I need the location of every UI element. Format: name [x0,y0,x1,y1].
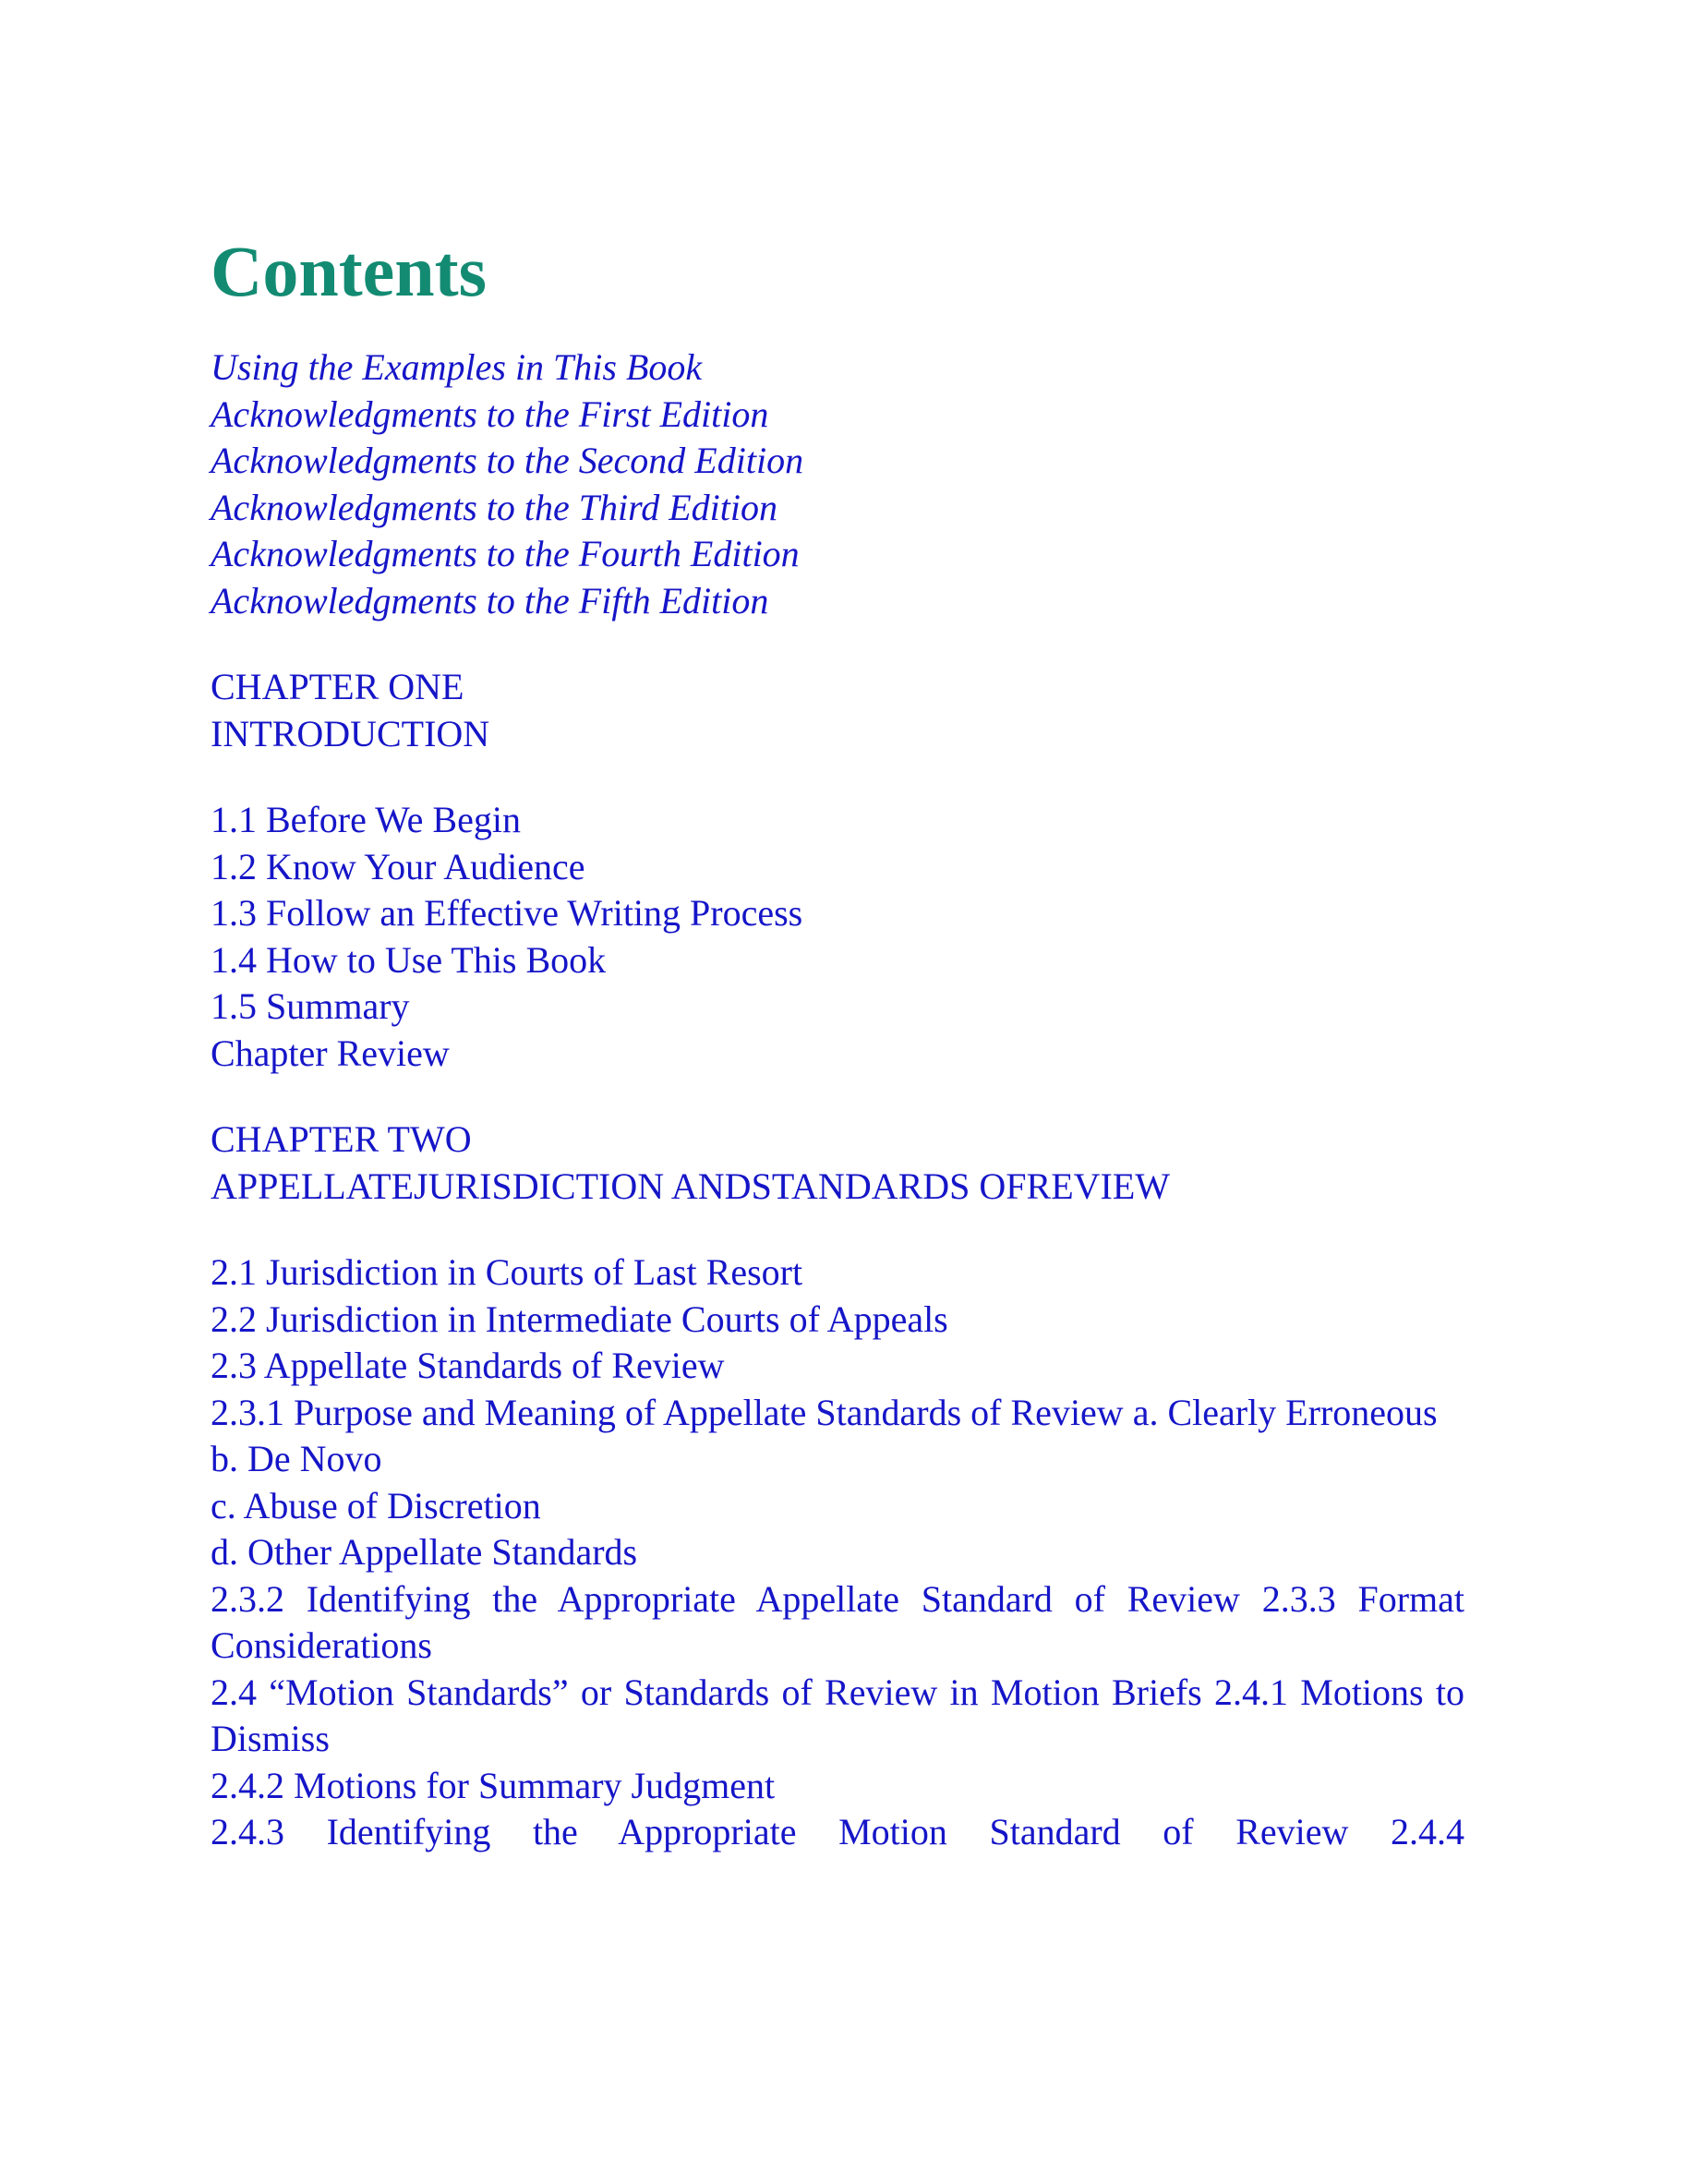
toc-link-ack-fourth[interactable]: Acknowledgments to the Fourth Edition [211,533,800,574]
toc-link-2-4[interactable]: 2.4 “Motion Standards” or Standards of Review in Motion Briefs 2.4.1 Motions to Dismiss [211,1671,1464,1759]
toc-link-1-2[interactable]: 1.2 Know Your Audience [211,845,585,887]
toc-link-2-4-3[interactable]: 2.4.3 Identifying the Appropriate Motion Standard of Review 2.4.4 [211,1811,1464,1852]
toc-link-2-4-2[interactable]: 2.4.2 Motions for Summary Judgment [211,1764,776,1806]
toc-link-ack-second[interactable]: Acknowledgments to the Second Edition [211,440,804,481]
toc-link-1-5[interactable]: 1.5 Summary [211,985,410,1027]
toc-link-ack-fifth[interactable]: Acknowledgments to the Fifth Edition [211,579,769,621]
toc-link-2-3-1-b[interactable]: b. De Novo [211,1438,382,1479]
front-matter-list [211,344,1464,624]
toc-link-1-1[interactable]: 1.1 Before We Begin [211,799,521,840]
chapter-one-heading [211,664,1464,757]
toc-link-2-1[interactable]: 2.1 Jurisdiction in Courts of Last Resort [211,1251,803,1293]
chapter-two-entries [211,1249,1464,1856]
toc-link-2-3-1-c[interactable]: c. Abuse of Discretion [211,1484,541,1526]
chapter-one-entries [211,797,1464,1077]
toc-link-ack-third[interactable]: Acknowledgments to the Third Edition [211,486,778,528]
toc-link-2-3-1-d[interactable]: d. Other Appellate Standards [211,1531,638,1573]
toc-link-ack-first[interactable]: Acknowledgments to the First Edition [211,392,769,435]
toc-link-2-3-1[interactable]: 2.3.1 Purpose and Meaning of Appellate Standards of Review a. Clearly Erroneous [211,1391,1438,1433]
toc-link-1-4[interactable]: 1.4 How to Use This Book [211,938,607,981]
toc-link-using-examples[interactable]: Using the Examples in This Book [211,346,703,388]
toc-link-2-3[interactable]: 2.3 Appellate Standards of Review [211,1345,725,1386]
toc-page [211,231,1464,1856]
chapter-two-heading [211,1116,1464,1210]
chapter-one-title[interactable]: INTRODUCTION [211,712,490,754]
chapter-two-label[interactable]: CHAPTER TWO [211,1118,472,1160]
toc-link-chapter-review[interactable]: Chapter Review [211,1032,450,1074]
toc-link-2-3-2[interactable]: 2.3.2 Identifying the Appropriate Appellate Standard of Review 2.3.3 Format Considerations [211,1577,1464,1666]
chapter-two-title[interactable]: APPELLATEJURISDICTION ANDSTANDARDS OFREVIEW [211,1164,1171,1207]
page-title: Contents [211,231,488,311]
chapter-one-label[interactable]: CHAPTER ONE [211,666,464,707]
toc-link-1-3[interactable]: 1.3 Follow an Effective Writing Process [211,892,803,934]
toc-link-2-2[interactable]: 2.2 Jurisdiction in Intermediate Courts of Appeals [211,1297,948,1340]
